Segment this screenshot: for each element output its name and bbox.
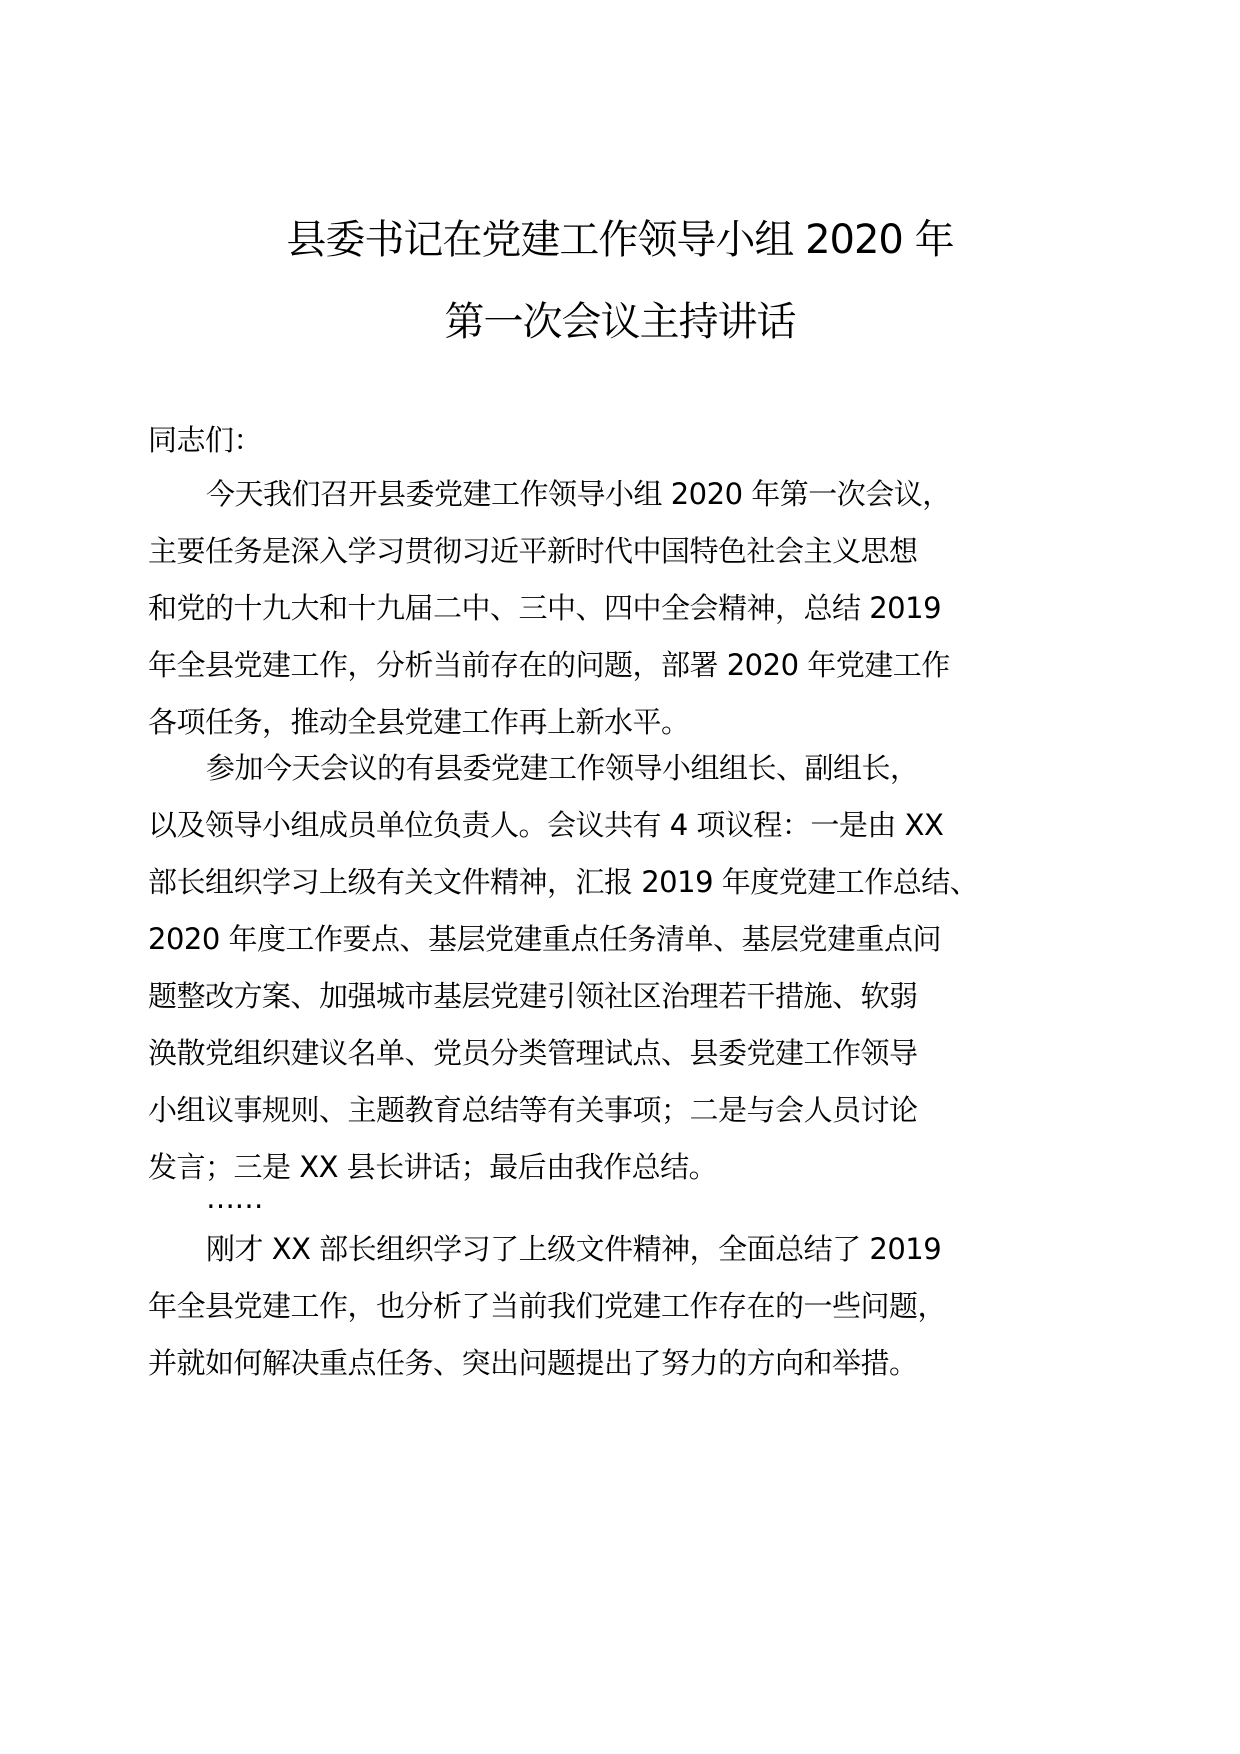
paragraph-line: 主要任务是深入学习贯彻习近平新时代中国特色社会主义思想 [148,534,918,568]
paragraph-line: 年全县党建工作，分析当前存在的问题，部署 2020 年党建工作 [148,648,950,682]
paragraph-line: 今天我们召开县委党建工作领导小组 2020 年第一次会议， [206,477,951,511]
ellipsis-paragraph [148,1170,978,1227]
paragraph-3 [148,1221,978,1392]
paragraph-line: 涣散党组织建议名单、党员分类管理试点、县委党建工作领导 [148,1036,918,1070]
paragraph-line: 题整改方案、加强城市基层党建引领社区治理若干措施、软弱 [148,979,918,1013]
salutation: 同志们： [148,423,263,457]
paragraph-line: 各项任务，推动全县党建工作再上新水平。 [148,705,690,739]
paragraph-line: 并就如何解决重点任务、突出问题提出了努力的方向和举措。 [148,1346,918,1380]
paragraph-line: 以及领导小组成员单位负责人。会议共有 4 项议程：一是由 XX [148,808,944,842]
ellipsis: …… [206,1181,263,1215]
paragraph-line: 刚才 XX 部长组织学习了上级文件精神，全面总结了 2019 [206,1232,942,1266]
paragraph-2 [148,740,978,1196]
document-title-line-1: 县委书记在党建工作领导小组 2020 年 [286,217,954,263]
paragraph-line: 和党的十九大和十九届二中、三中、四中全会精神，总结 2019 [148,591,942,625]
document-title-line-2: 第一次会议主持讲话 [444,299,796,345]
paragraph-line: 参加今天会议的有县委党建工作领导小组组长、副组长， [206,751,919,785]
paragraph-line: 部长组织学习上级有关文件精神，汇报 2019 年度党建工作总结、 [148,865,979,899]
paragraph-line: 发言；三是 XX 县长讲话；最后由我作总结。 [148,1150,718,1184]
paragraph-1 [148,466,978,751]
paragraph-line: 2020 年度工作要点、基层党建重点任务清单、基层党建重点问 [148,922,942,956]
paragraph-line: 年全县党建工作，也分析了当前我们党建工作存在的一些问题， [148,1289,947,1323]
paragraph-line: 小组议事规则、主题教育总结等有关事项；二是与会人员讨论 [148,1093,918,1127]
